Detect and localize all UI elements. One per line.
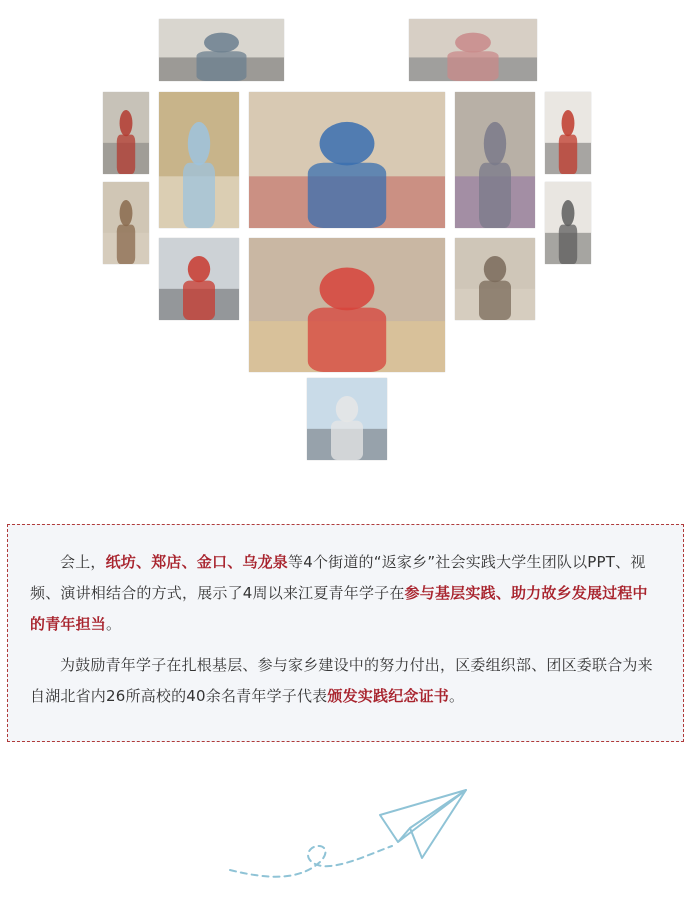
photo-woman-laptop-office: [159, 19, 284, 81]
p1-text-2: 等4个街道的“返家乡”社会实践大学生团队以PPT、视频、演讲相结合的方式，展示了4周以来江夏青年学子在: [30, 553, 646, 602]
photo-classroom-students: [455, 238, 535, 320]
article-textbox: [7, 524, 684, 742]
photo-man-red-sash: [545, 92, 591, 174]
photo-children-outdoor: [103, 182, 149, 264]
photo-protective-suit-wall: [455, 92, 535, 228]
p1-highlight-role: 参与基层实践、助力故乡发展过程中的青年担当: [30, 584, 648, 633]
photo-birthday-elderly: [249, 238, 445, 372]
p1-text-end: 。: [106, 615, 122, 633]
p1-highlight-streets: 纸坊、郑店、金口、乌龙泉: [105, 553, 289, 571]
p2-text: 为鼓励青年学子在扎根基层、参与家乡建设中的努力付出，区委组织部、团区委联合为来自湖北省内26所高校的40余名青年学子代表: [30, 656, 653, 705]
photo-red-vest-outdoor: [103, 92, 149, 174]
p2-highlight-certificate: 颁发实践纪念证书: [327, 687, 449, 705]
p2-text-end: 。: [449, 687, 465, 705]
photo-ceremony-stage: [249, 92, 445, 228]
photo-young-man-microphone: [307, 378, 387, 460]
photo-woman-red-sash-desk: [159, 238, 239, 320]
paper-plane-icon: [0, 770, 691, 901]
paragraph-1: [30, 547, 661, 640]
photo-face-shield-worker: [159, 92, 239, 228]
photo-volunteer-pink-hat: [409, 19, 537, 81]
photo-speaker-podium: [545, 182, 591, 264]
p1-text: 会上，: [60, 553, 106, 571]
paragraph-2: [30, 650, 661, 712]
